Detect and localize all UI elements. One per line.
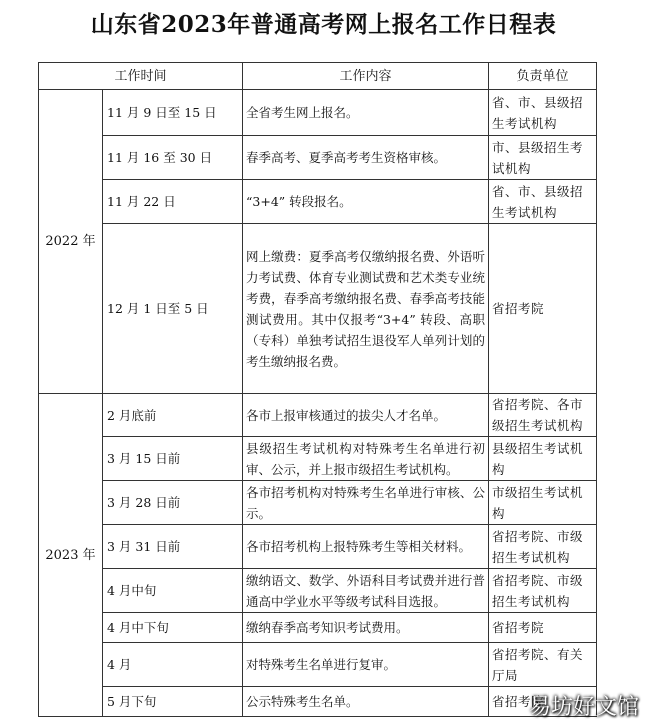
header-row bbox=[39, 63, 597, 90]
table-row bbox=[39, 687, 597, 717]
table-row bbox=[39, 613, 597, 643]
table-row bbox=[39, 90, 597, 136]
unit-cell: 市、县级招生考试机构 bbox=[489, 136, 597, 180]
date-cell: 3 月 28 日前 bbox=[103, 481, 243, 525]
date-cell: 11 月 9 日至 15 日 bbox=[103, 90, 243, 136]
table-row bbox=[39, 481, 597, 525]
date-cell: 4 月中下旬 bbox=[103, 613, 243, 643]
content-cell: 公示特殊考生名单。 bbox=[243, 687, 489, 717]
unit-cell: 省招考院、市级招生考试机构 bbox=[489, 525, 597, 569]
unit-cell: 市级招生考试机构 bbox=[489, 481, 597, 525]
content-cell: 缴纳语文、数学、外语科目考试费并进行普通高中学业水平等级考试科目选报。 bbox=[243, 569, 489, 613]
content-cell: 全省考生网上报名。 bbox=[243, 90, 489, 136]
header-time: 工作时间 bbox=[39, 63, 243, 90]
unit-cell: 省招考院、各市级招生考试机构 bbox=[489, 394, 597, 437]
page-title: 山东省2023年普通高考网上报名工作日程表 bbox=[90, 11, 557, 38]
table-row bbox=[39, 224, 597, 394]
date-cell: 11 月 22 日 bbox=[103, 180, 243, 224]
content-cell: 各市招考机构上报特殊考生等相关材料。 bbox=[243, 525, 489, 569]
content-cell: 网上缴费：夏季高考仅缴纳报名费、外语听力考试费、体育专业测试费和艺术类专业统考费，春季高考缴纳报名费、春季高考技能测试费用。其中仅报考“3+4” 转段、高职（专科）单独考试招生退役军人单列计划的考生缴纳报名费。 bbox=[243, 224, 489, 394]
content-cell: 县级招生考试机构对特殊考生名单进行初审、公示，并上报市级招生考试机构。 bbox=[243, 437, 489, 481]
content-cell: 各市上报审核通过的拔尖人才名单。 bbox=[243, 394, 489, 437]
date-cell: 3 月 31 日前 bbox=[103, 525, 243, 569]
unit-cell: 省招考院 bbox=[489, 687, 597, 717]
date-cell: 4 月中旬 bbox=[103, 569, 243, 613]
unit-cell: 省招考院 bbox=[489, 613, 597, 643]
date-cell: 5 月下旬 bbox=[103, 687, 243, 717]
table-row bbox=[39, 569, 597, 613]
table-row bbox=[39, 136, 597, 180]
date-cell: 11 月 16 至 30 日 bbox=[103, 136, 243, 180]
table-row bbox=[39, 394, 597, 437]
header-unit: 负责单位 bbox=[489, 63, 597, 90]
year-cell: 2023 年 bbox=[39, 394, 103, 717]
content-cell: “3+4” 转段报名。 bbox=[243, 180, 489, 224]
table-row bbox=[39, 643, 597, 687]
content-cell: 各市招考机构对特殊考生名单进行审核、公示。 bbox=[243, 481, 489, 525]
date-cell: 4 月 bbox=[103, 643, 243, 687]
year-cell: 2022 年 bbox=[39, 90, 103, 394]
schedule-body bbox=[39, 90, 597, 717]
header-content: 工作内容 bbox=[243, 63, 489, 90]
content-cell: 缴纳春季高考知识考试费用。 bbox=[243, 613, 489, 643]
content-cell: 春季高考、夏季高考考生资格审核。 bbox=[243, 136, 489, 180]
table-row bbox=[39, 525, 597, 569]
date-cell: 2 月底前 bbox=[103, 394, 243, 437]
unit-cell: 省、市、县级招生考试机构 bbox=[489, 90, 597, 136]
table-row bbox=[39, 437, 597, 481]
table-row bbox=[39, 180, 597, 224]
unit-cell: 省招考院、市级招生考试机构 bbox=[489, 569, 597, 613]
content-cell: 对特殊考生名单进行复审。 bbox=[243, 643, 489, 687]
date-cell: 3 月 15 日前 bbox=[103, 437, 243, 481]
unit-cell: 省、市、县级招生考试机构 bbox=[489, 180, 597, 224]
unit-cell: 县级招生考试机构 bbox=[489, 437, 597, 481]
schedule-table bbox=[38, 62, 597, 717]
unit-cell: 省招考院 bbox=[489, 224, 597, 394]
date-cell: 12 月 1 日至 5 日 bbox=[103, 224, 243, 394]
unit-cell: 省招考院、有关厅局 bbox=[489, 643, 597, 687]
watermark: 易坊好文馆 bbox=[528, 695, 639, 720]
